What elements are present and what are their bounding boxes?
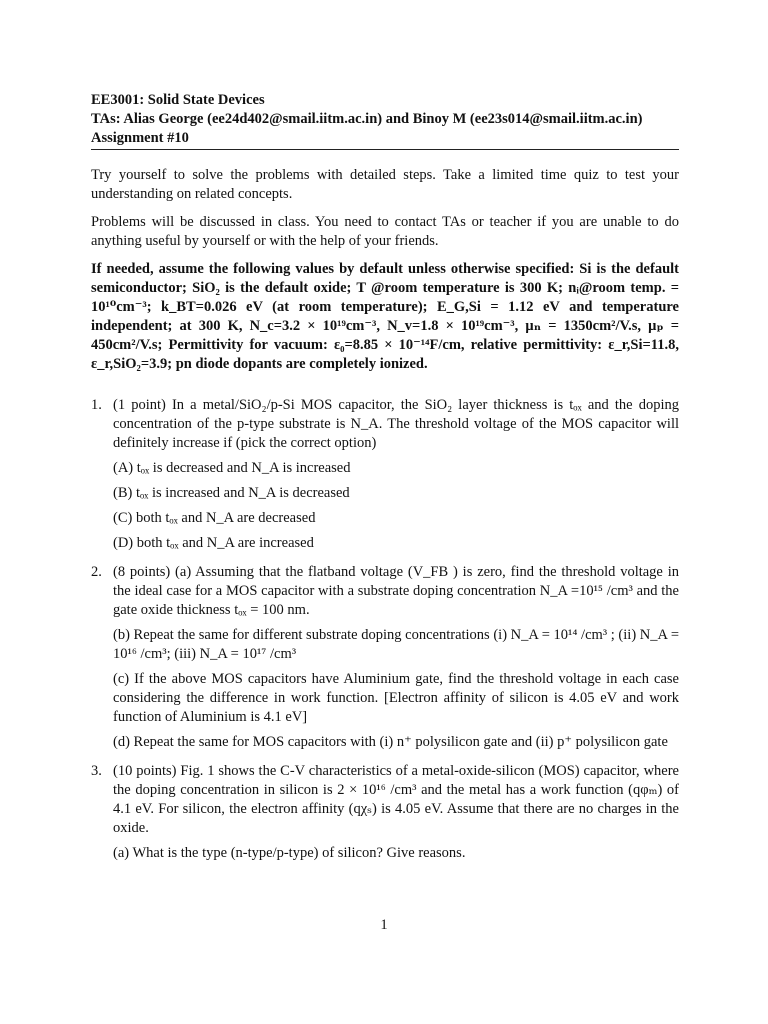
document-body: [91, 166, 679, 873]
page-number: 1: [380, 917, 388, 933]
question-1: [91, 396, 679, 553]
question-part-b: (b) Repeat the same for different substrate doping concentrations (i) N_A = 10¹⁴ /cm³ ; (ii) N_A = 10¹⁶ /cm³; (iii) N_A = 10¹⁷ /cm³: [113, 627, 679, 662]
option-c: (C) both tₒₓ and N_A are decreased: [113, 510, 316, 526]
assignment-title: Assignment #10: [91, 130, 189, 146]
question-number: 2.: [91, 564, 102, 580]
question-3: [91, 762, 679, 863]
course-title: EE3001: Solid State Devices: [91, 92, 265, 108]
header-rule: [91, 149, 679, 150]
teaching-assistants: TAs: Alias George (ee24d402@smail.iitm.ac.in) and Binoy M (ee23s014@smail.iitm.ac.in): [91, 111, 643, 127]
option-b: (B) tₒₓ is increased and N_A is decreased: [113, 485, 350, 501]
option-a: (A) tₒₓ is decreased and N_A is increased: [113, 460, 351, 476]
header: [91, 91, 681, 148]
question-part-d: (d) Repeat the same for MOS capacitors with (i) n⁺ polysilicon gate and (ii) p⁺ polysilicon gate: [113, 734, 668, 750]
question-stem: (10 points) Fig. 1 shows the C-V characteristics of a metal-oxide-silicon (MOS) capacitor, where the doping concentration in silicon is 2 × 10¹⁶ /cm³ and the metal has a work function (qφₘ) of 4.1 eV. For silicon, the electron affinity (qχₛ) is 4.05 eV. Assume that there are no charges in the oxide.: [113, 763, 679, 836]
question-number: 1.: [91, 397, 102, 413]
question-stem: (8 points) (a) Assuming that the flatband voltage (V_FB ) is zero, find the threshold voltage in the ideal case for a MOS capacitor with a substrate doping concentration N_A =10¹⁵ /cm³ and the gate oxide thickness tₒₓ = 100 nm.: [113, 564, 679, 618]
question-part-c: (c) If the above MOS capacitors have Aluminium gate, find the threshold voltage in each case considering the difference in work function. [Electron affinity of silicon is 4.05 eV and work function of Aluminium is 4.1 eV]: [113, 671, 679, 725]
option-d: (D) both tₒₓ and N_A are increased: [113, 535, 314, 551]
question-stem: (1 point) In a metal/SiO₂/p-Si MOS capacitor, the SiO₂ layer thickness is tₒₓ and the doping concentration of the p-type substrate is N_A. The threshold voltage of the MOS capacitor will definitely increase if (pick the correct option): [113, 397, 679, 451]
intro-paragraph-1: Try yourself to solve the problems with detailed steps. Take a limited time quiz to test your understanding on related concepts.: [91, 167, 679, 202]
question-part-a: (a) What is the type (n-type/p-type) of silicon? Give reasons.: [113, 845, 466, 861]
default-values-paragraph: If needed, assume the following values by default unless otherwise specified: Si is the default semiconductor; SiO₂ is the default oxide; T @room temperature is 300 K; nᵢ@room temp. = 10¹⁰cm⁻³; k_BT=0.026 eV (at room temperature); E_G,Si = 1.12 eV and temperature independent; at 300 K, N_c=3.2 × 10¹⁹cm⁻³, N_v=1.8 × 10¹⁹cm⁻³, μₙ = 1350cm²/V.s, μₚ = 450cm²/V.s; Permittivity for vacuum: ε₀=8.85 × 10⁻¹⁴F/cm, relative permittivity: ε_r,Si=11.8, ε_r,SiO₂=3.9; pn diode dopants are completely ionized.: [91, 261, 679, 372]
question-2: [91, 563, 679, 752]
intro-paragraph-2: Problems will be discussed in class. You need to contact TAs or teacher if you are unable to do anything useful by yourself or with the help of your friends.: [91, 214, 679, 249]
question-number: 3.: [91, 763, 102, 779]
question-list: [91, 396, 679, 863]
